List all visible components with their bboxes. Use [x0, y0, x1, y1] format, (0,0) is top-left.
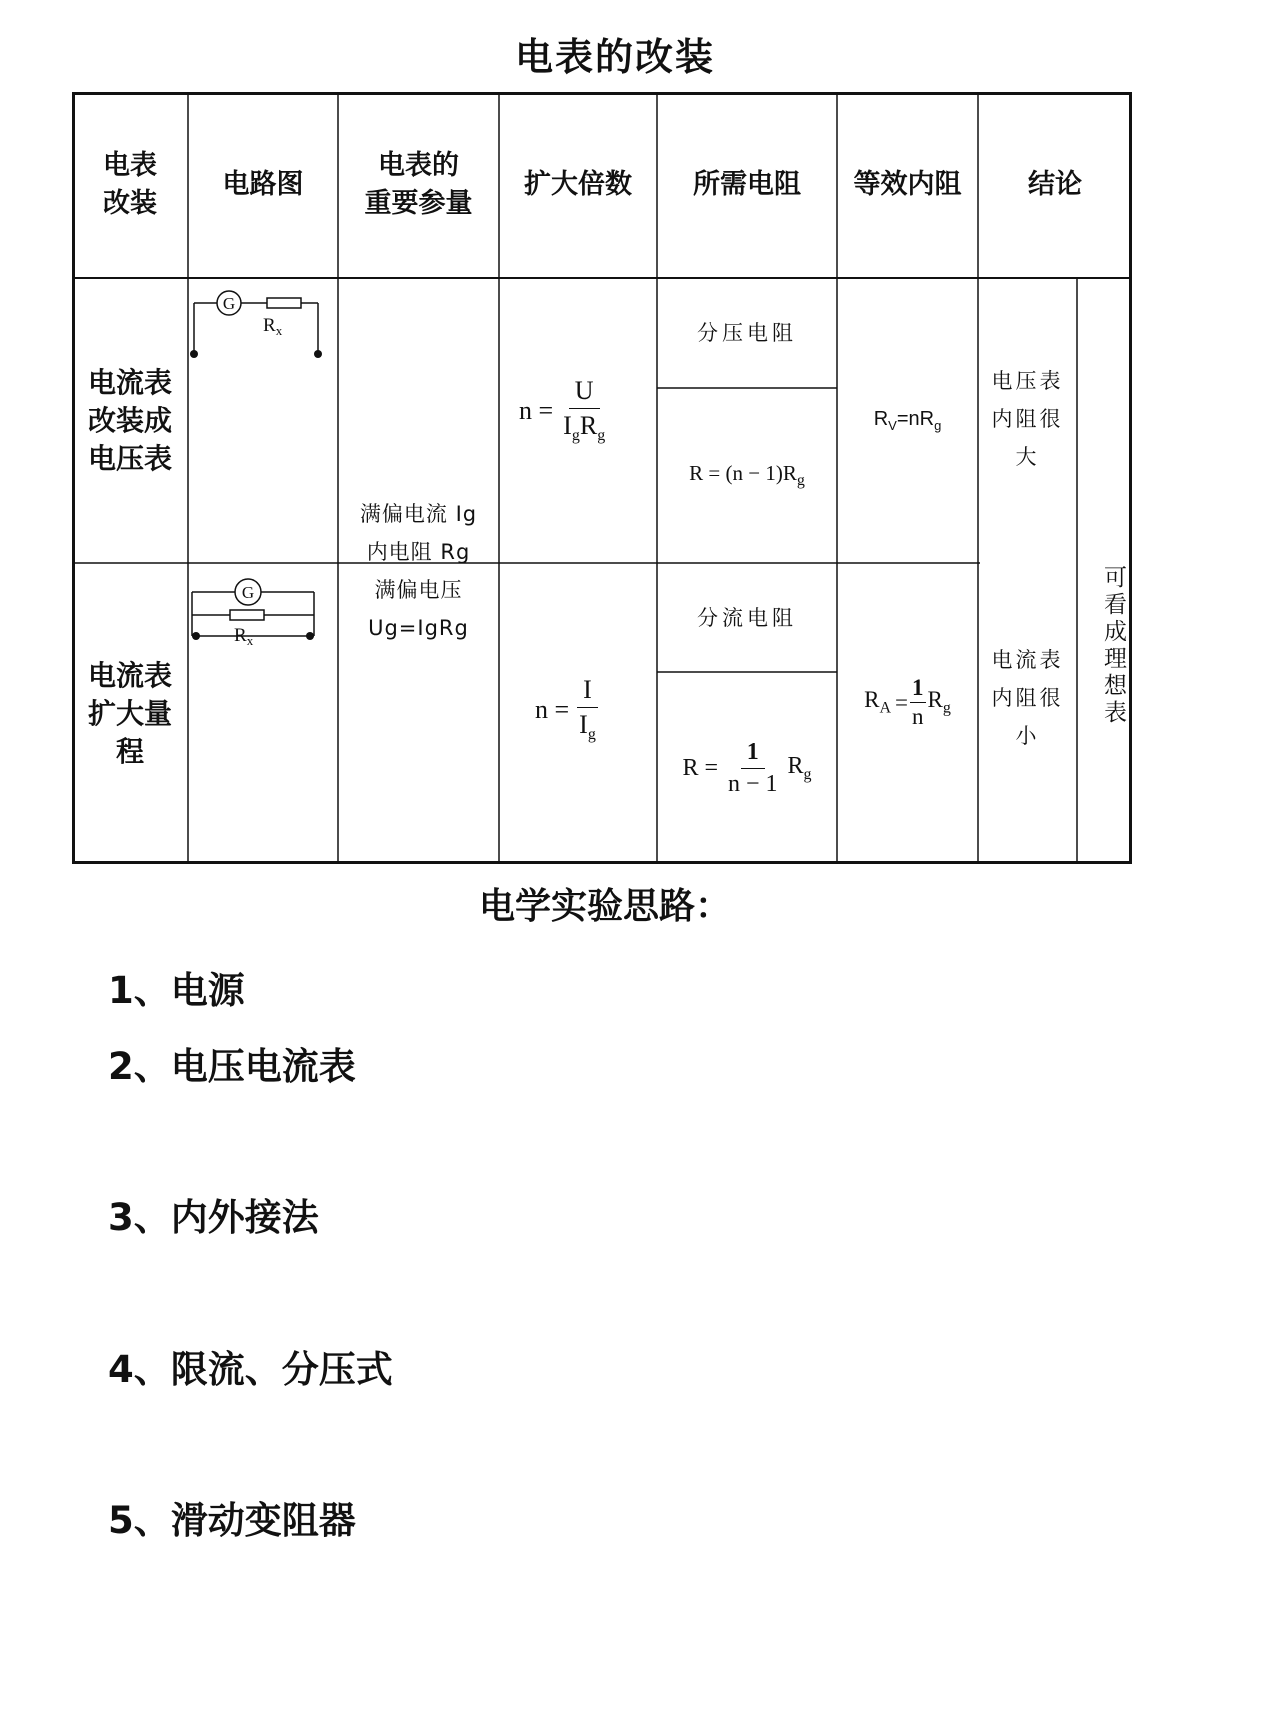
- terminal-icon: [190, 350, 198, 358]
- meter-modification-table: [72, 92, 1132, 864]
- step-item: 4、限流、分压式: [108, 1348, 393, 1391]
- resistor-formula-shunt: [657, 672, 837, 864]
- ideal-meter-note: 可看成理想表: [1100, 565, 1126, 727]
- equiv-den: n: [912, 704, 924, 729]
- svg-text:Rx: [234, 625, 254, 648]
- factor-den-i: I: [563, 411, 572, 440]
- terminal-icon: [314, 350, 322, 358]
- equiv-r: R: [864, 687, 880, 713]
- conclusion-voltmeter: 电压表 内阻很 大: [991, 369, 1064, 469]
- equiv-sub-v: V: [888, 418, 897, 433]
- resistor-formula-sub: g: [796, 472, 805, 490]
- factor-numerator: I: [577, 675, 598, 708]
- header-factor: 扩大倍数: [524, 169, 632, 200]
- parallel-circuit-diagram: [188, 563, 338, 663]
- resistor-formula-den: n − 1: [727, 770, 778, 797]
- resistor-formula-lhs: R =: [682, 754, 718, 781]
- header-circuit: 电路图: [222, 169, 304, 200]
- factor-den-sub2: g: [597, 427, 606, 445]
- factor-formula-ammeter: [499, 563, 657, 864]
- meter-parameters: 满偏电流 Ig 内电阻 Rg 满偏电压 Ug=IgRg: [359, 502, 478, 640]
- resistor-label: R: [234, 625, 247, 646]
- equiv-mid: =nR: [896, 408, 935, 430]
- equiv-sub-g: g: [934, 418, 942, 433]
- step-item: 2、电压电流表: [108, 1045, 356, 1088]
- factor-numerator: U: [569, 376, 600, 409]
- header-resistor: 所需电阻: [693, 169, 801, 200]
- resistor-icon: [230, 610, 264, 620]
- header-modification: 电表 改装: [103, 150, 157, 219]
- resistor-icon: [267, 298, 301, 308]
- row-label-voltmeter: 电流表 改装成 电压表: [87, 365, 172, 475]
- equiv-num: 1: [910, 675, 926, 703]
- terminal-icon: [192, 632, 200, 640]
- factor-lhs: n =: [519, 395, 554, 425]
- header-params: 电表的 重要参量: [364, 150, 473, 219]
- resistor-formula-sub: g: [803, 765, 812, 783]
- series-circuit-diagram: [188, 278, 338, 378]
- resistor-formula-divider: [657, 388, 837, 563]
- step-item: 5、滑动变阻器: [108, 1499, 356, 1542]
- factor-lhs: n =: [535, 694, 570, 724]
- resistor-label-sub: x: [275, 323, 283, 338]
- resistor-label: R: [263, 315, 276, 336]
- equiv-sub-a: A: [879, 699, 892, 717]
- resistor-label-sub: x: [246, 633, 254, 648]
- equiv-sub-g: g: [942, 699, 951, 717]
- page-title: 电表的改装: [514, 35, 715, 79]
- equiv-r2: R: [927, 687, 943, 713]
- factor-den: I: [579, 710, 588, 739]
- resistor-type-divider: 分压电阻: [697, 321, 797, 345]
- section-title: 电学实验思路：: [478, 886, 731, 927]
- factor-den-sub: g: [587, 726, 596, 744]
- conclusion-ammeter: 电流表 内阻很 小: [991, 648, 1064, 748]
- row-label-ammeter: 电流表 扩大量 程: [87, 658, 172, 768]
- equiv-resistance-voltmeter: [837, 278, 978, 563]
- resistor-type-shunt: 分流电阻: [697, 605, 797, 630]
- equiv-resistance-ammeter: [837, 563, 978, 864]
- resistor-formula-num: 1: [741, 739, 765, 769]
- step-item: 3、内外接法: [108, 1196, 319, 1239]
- factor-den-r: R: [579, 411, 598, 440]
- terminal-icon: [306, 632, 314, 640]
- resistor-formula-text: R = (n − 1)R: [689, 460, 797, 485]
- equiv-eq: =: [895, 689, 909, 715]
- header-conclusion: 结论: [1028, 169, 1082, 200]
- step-item: 1、电源: [108, 969, 245, 1012]
- resistor-formula-r: R: [787, 752, 804, 779]
- header-equiv-resistance: 等效内阻: [853, 169, 962, 200]
- equiv-r: R: [873, 408, 889, 430]
- factor-den-sub: g: [571, 427, 580, 445]
- svg-text:Rx: [263, 315, 283, 338]
- galvanometer-label: G: [222, 294, 236, 313]
- galvanometer-label: G: [241, 583, 255, 602]
- factor-formula-voltmeter: [499, 278, 657, 563]
